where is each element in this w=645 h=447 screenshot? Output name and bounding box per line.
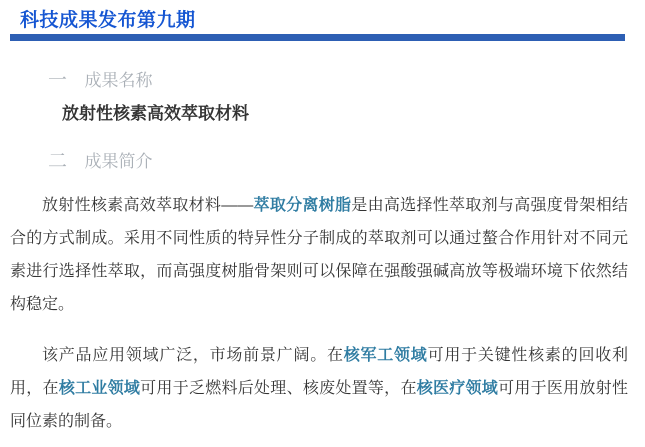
paragraph-text: 可用于医用放射性同位素的制备。 [10,380,628,430]
section-heading-intro [48,153,645,171]
section-label: 成果名称 [84,71,153,90]
keyword-highlight: 核军工领域 [343,347,428,364]
paragraph-text: 是由高选择性萃取剂与高强度骨架相结合的方式制成。采用不同性质的特异性分子制成的萃取剂可以通过螯合作用针对不同元素进行选择性萃取，而高强度树脂骨架则可以保障在强酸强碱高放等极端环境下依然结构稳定。 [10,197,628,313]
paragraph-text: 该产品应用领域广泛，市场前景广阔。在 [42,347,344,364]
paragraph-text: 放射性核素高效萃取材料—— [42,197,254,214]
section-heading-name [48,72,645,90]
achievement-name: 放射性核素高效萃取材料 [62,104,249,123]
section-number: 二 [48,151,68,172]
paragraph-text: 可用于乏燃料后处理、核废处置等，在 [140,380,417,397]
header-divider [10,34,625,41]
keyword-highlight: 核医疗领域 [416,380,499,397]
paragraph-text: 可用于关键性核素的回收利用，在 [10,347,628,397]
intro-paragraph-2 [10,339,628,438]
keyword-highlight: 萃取分离树脂 [253,197,352,214]
page-title: 科技成果发布第九期 [20,10,196,31]
section-label: 成果简介 [84,152,153,171]
intro-paragraph-1 [10,189,628,321]
keyword-highlight: 核工业领域 [58,380,141,397]
section-number: 一 [48,70,68,91]
